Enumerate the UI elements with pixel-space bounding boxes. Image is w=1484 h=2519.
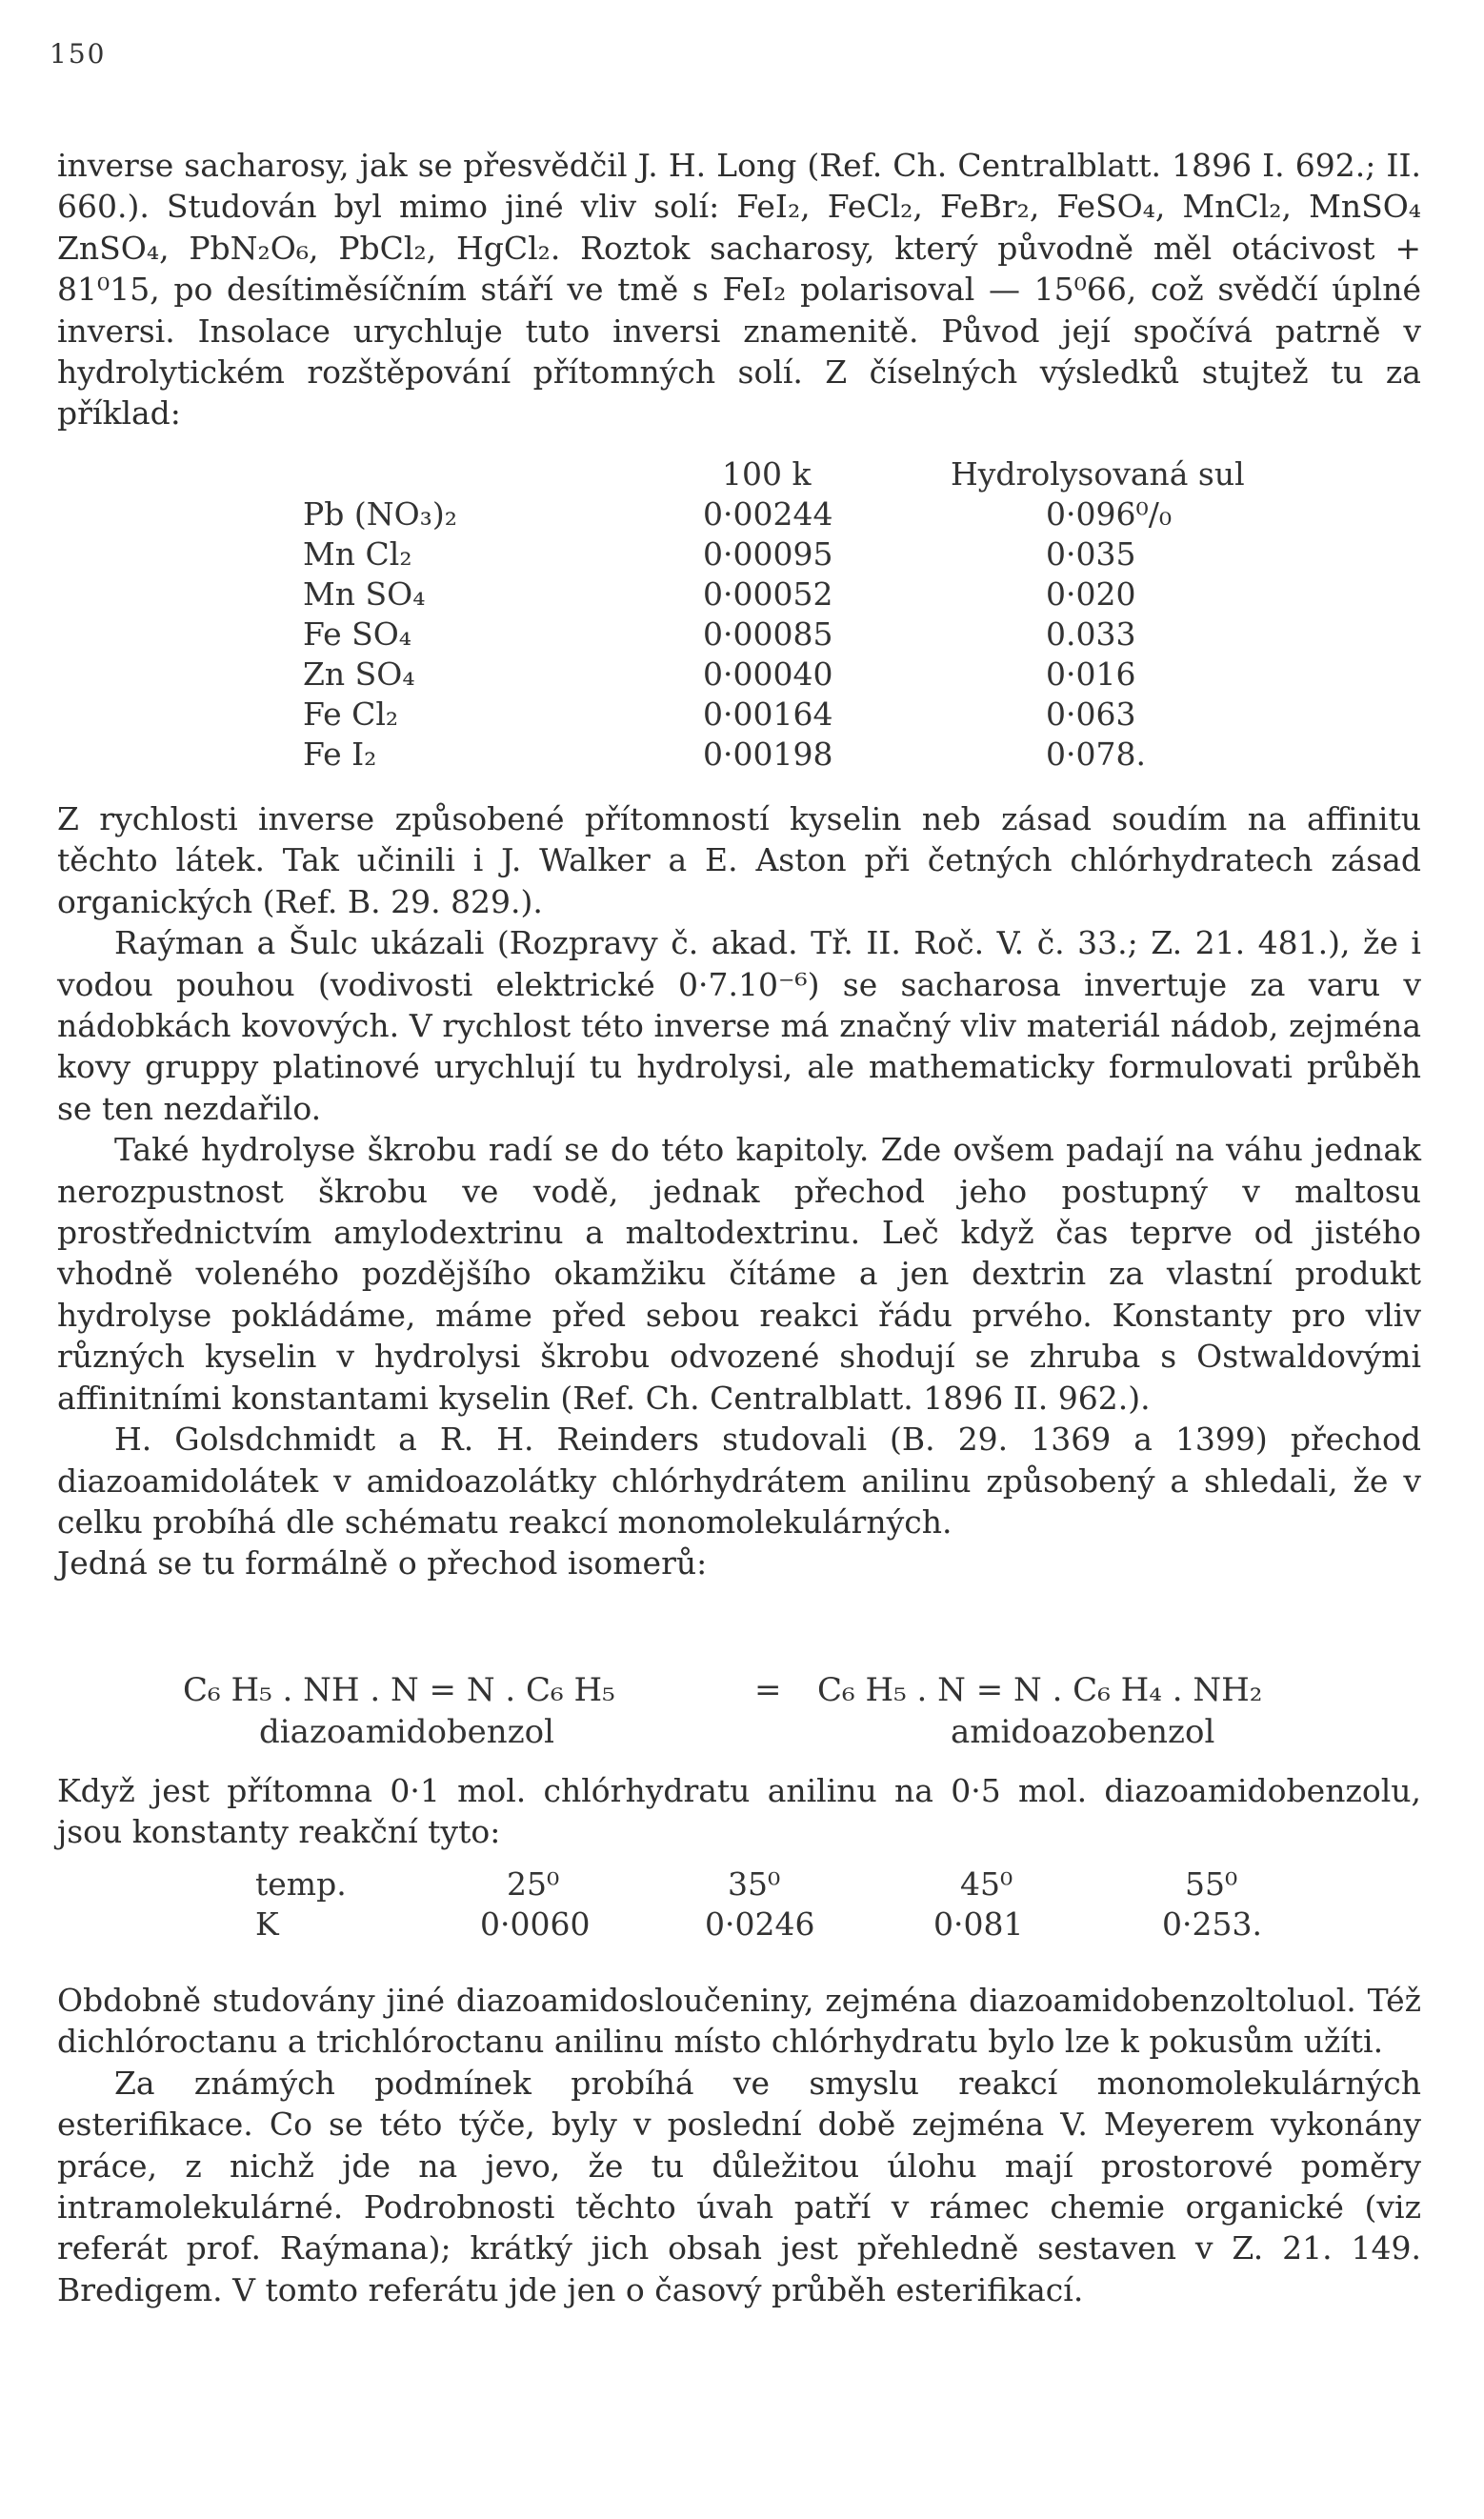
table-cell-percent: 0·035 (1046, 535, 1136, 573)
table-cell-salt: Fe Cl₂ (303, 695, 399, 733)
k-cell: 0·0060 (480, 1905, 591, 1943)
table-cell-percent: 0.033 (1046, 615, 1136, 653)
hydrolysis-table (303, 455, 1351, 779)
k-cell: 0·081 (933, 1905, 1024, 1943)
paragraph-5b: Jedná se tu formálně o přechod isomerů: (57, 1544, 708, 1582)
paragraph-4: Také hydrolyse škrobu radí se do této kapitoly. Zde ovšem padají na váhu jednak nerozpustnost škrobu ve vodě, jednak přechod jeho postupný v maltosu prostřednictvím amylodextrinu a maltodextrinu. Leč když čas teprve od jistého vhodně voleného pozdějšího okamžiku čítáme a jen dextrin za vlastní produkt hydrolyse pokládáme, máme před sebou reakci řádu prvého. Konstanty pro vliv různých kyselin v hydrolysi škrobu odvozené shodují se zhruba s Ostwaldovými affinitními konstantami kyselin (Ref. Ch. Centralblatt. 1896 II. 962.). (57, 1131, 1421, 1417)
table-cell-k: 0·00040 (703, 655, 833, 693)
table-cell-percent: 0·078. (1046, 736, 1146, 773)
table-cell-salt: Pb (NO₃)₂ (303, 495, 457, 533)
equation-left: C₆ H₅ . NH . N = N . C₆ H₅ (183, 1671, 615, 1709)
paragraph-8: Za známých podmínek probíhá ve smyslu reakcí monomolekulárných esterifikace. Co se této týče, byly v poslední době zejména V. Meyerem vykonány práce, z nichž jde na jevo, že tu důležitou úlohu mají prostorové poměry intramolekulárné. Podrobnosti těchto úvah patří v rámec chemie organické (viz referát prof. Raýmana); krátký jich obsah jest přehledně sestaven v Z. 21. 149. Bredigem. V tomto referátu jde jen o časový průběh esterifikací. (57, 2064, 1421, 2308)
closing-text-block (57, 1980, 1421, 2310)
temp-cell: 35⁰ (728, 1865, 781, 1903)
table-cell-salt: Fe SO₄ (303, 615, 412, 653)
equation-left-name: diazoamidobenzol (259, 1713, 554, 1751)
table-cell-percent: 0·016 (1046, 655, 1136, 693)
paragraph-inverse-sacharosy (57, 145, 1421, 434)
page-number: 150 (50, 38, 107, 70)
equation-arrow: = (754, 1671, 782, 1709)
constants-table (255, 1865, 1303, 1951)
table-cell-salt: Zn SO₄ (303, 655, 415, 693)
equation-right-name: amidoazobenzol (951, 1713, 1215, 1751)
k-cell: 0·0246 (705, 1905, 815, 1943)
table-cell-salt: Mn SO₄ (303, 575, 426, 613)
equation-right: C₆ H₅ . N = N . C₆ H₄ . NH₂ (817, 1671, 1263, 1709)
table-cell-k: 0·00085 (703, 615, 833, 653)
k-label: K (255, 1905, 279, 1943)
table-cell-percent: 0·096⁰/₀ (1046, 495, 1173, 533)
table-cell-k: 0·00164 (703, 695, 833, 733)
paragraph-2: Z rychlosti inverse způsobené přítomností kyselin neb zásad soudím na affinitu těchto látek. Tak učinili i J. Walker a E. Aston při četných chlórhydratech zásad organických (Ref. B. 29. 829.). (57, 800, 1421, 920)
table-cell-salt: Mn Cl₂ (303, 535, 412, 573)
body-text-block (57, 798, 1421, 1584)
paragraph-6: Když jest přítomna 0·1 mol. chlórhydratu anilinu na 0·5 mol. diazoamidobenzolu, jsou konstanty reakční tyto: (57, 1772, 1421, 1851)
table-cell-percent: 0·020 (1046, 575, 1136, 613)
k-cell: 0·253. (1162, 1905, 1262, 1943)
paragraph-1: inverse sacharosy, jak se přesvědčil J. H. Long (Ref. Ch. Centralblatt. 1896 I. 692.; II. 660.). Studován byl mimo jiné vliv solí: FeI₂, FeCl₂, FeBr₂, FeSO₄, MnCl₂, MnSO₄ ZnSO₄, PbN₂O₆, PbCl₂, HgCl₂. Roztok sacharosy, který původně měl otácivost + 81⁰15, po desítiměsíčním stáří ve tmě s FeI₂ polarisoval — 15⁰66, což svědčí úplné inversi. Insolace urychluje tuto inversi znamenitě. Původ její spočívá patrně v hydrolytickém rozštěpování přítomných solí. Z číselných výsledků stujtež tu za příklad: (57, 147, 1421, 433)
table-cell-percent: 0·063 (1046, 695, 1136, 733)
paragraph-5: H. Golsdchmidt a R. H. Reinders studovali (B. 29. 1369 a 1399) přechod diazoamidolátek v amidoazolátky chlórhydrátem anilinu způsobený a shledali, že v celku probíhá dle schématu reakcí monomolekulárných. (57, 1421, 1421, 1541)
temp-cell: 25⁰ (507, 1865, 560, 1903)
temp-cell: 55⁰ (1185, 1865, 1238, 1903)
paragraph-3: Raýman a Šulc ukázali (Rozpravy č. akad. Tř. II. Roč. V. č. 33.; Z. 21. 481.), že i vodou pouhou (vodivosti elektrické 0·7.10⁻⁶) se sacharosa invertuje za varu v nádobkách kovových. V rychlost této inverse má značný vliv materiál nádob, zejména kovy gruppy platinové urychlují tu hydrolysi, ale mathematicky formulovati průběh se ten nezdařilo. (57, 924, 1421, 1127)
table-cell-k: 0·00244 (703, 495, 833, 533)
table-cell-k: 0·00095 (703, 535, 833, 573)
paragraph-constants (57, 1770, 1421, 1853)
table-cell-k: 0·00198 (703, 736, 833, 773)
table-header-100k: 100 k (722, 455, 812, 493)
paragraph-7: Obdobně studovány jiné diazoamidosloučeniny, zejména diazoamidobenzoltoluol. Též dichlóroctanu a trichlóroctanu anilinu místo chlórhydratu bylo lze k pokusům užíti. (57, 1982, 1421, 2061)
table-cell-k: 0·00052 (703, 575, 833, 613)
temp-cell: 45⁰ (960, 1865, 1013, 1903)
temp-label: temp. (255, 1865, 347, 1903)
table-header-hydrolysed: Hydrolysovaná sul (951, 455, 1245, 493)
table-cell-salt: Fe I₂ (303, 736, 377, 773)
